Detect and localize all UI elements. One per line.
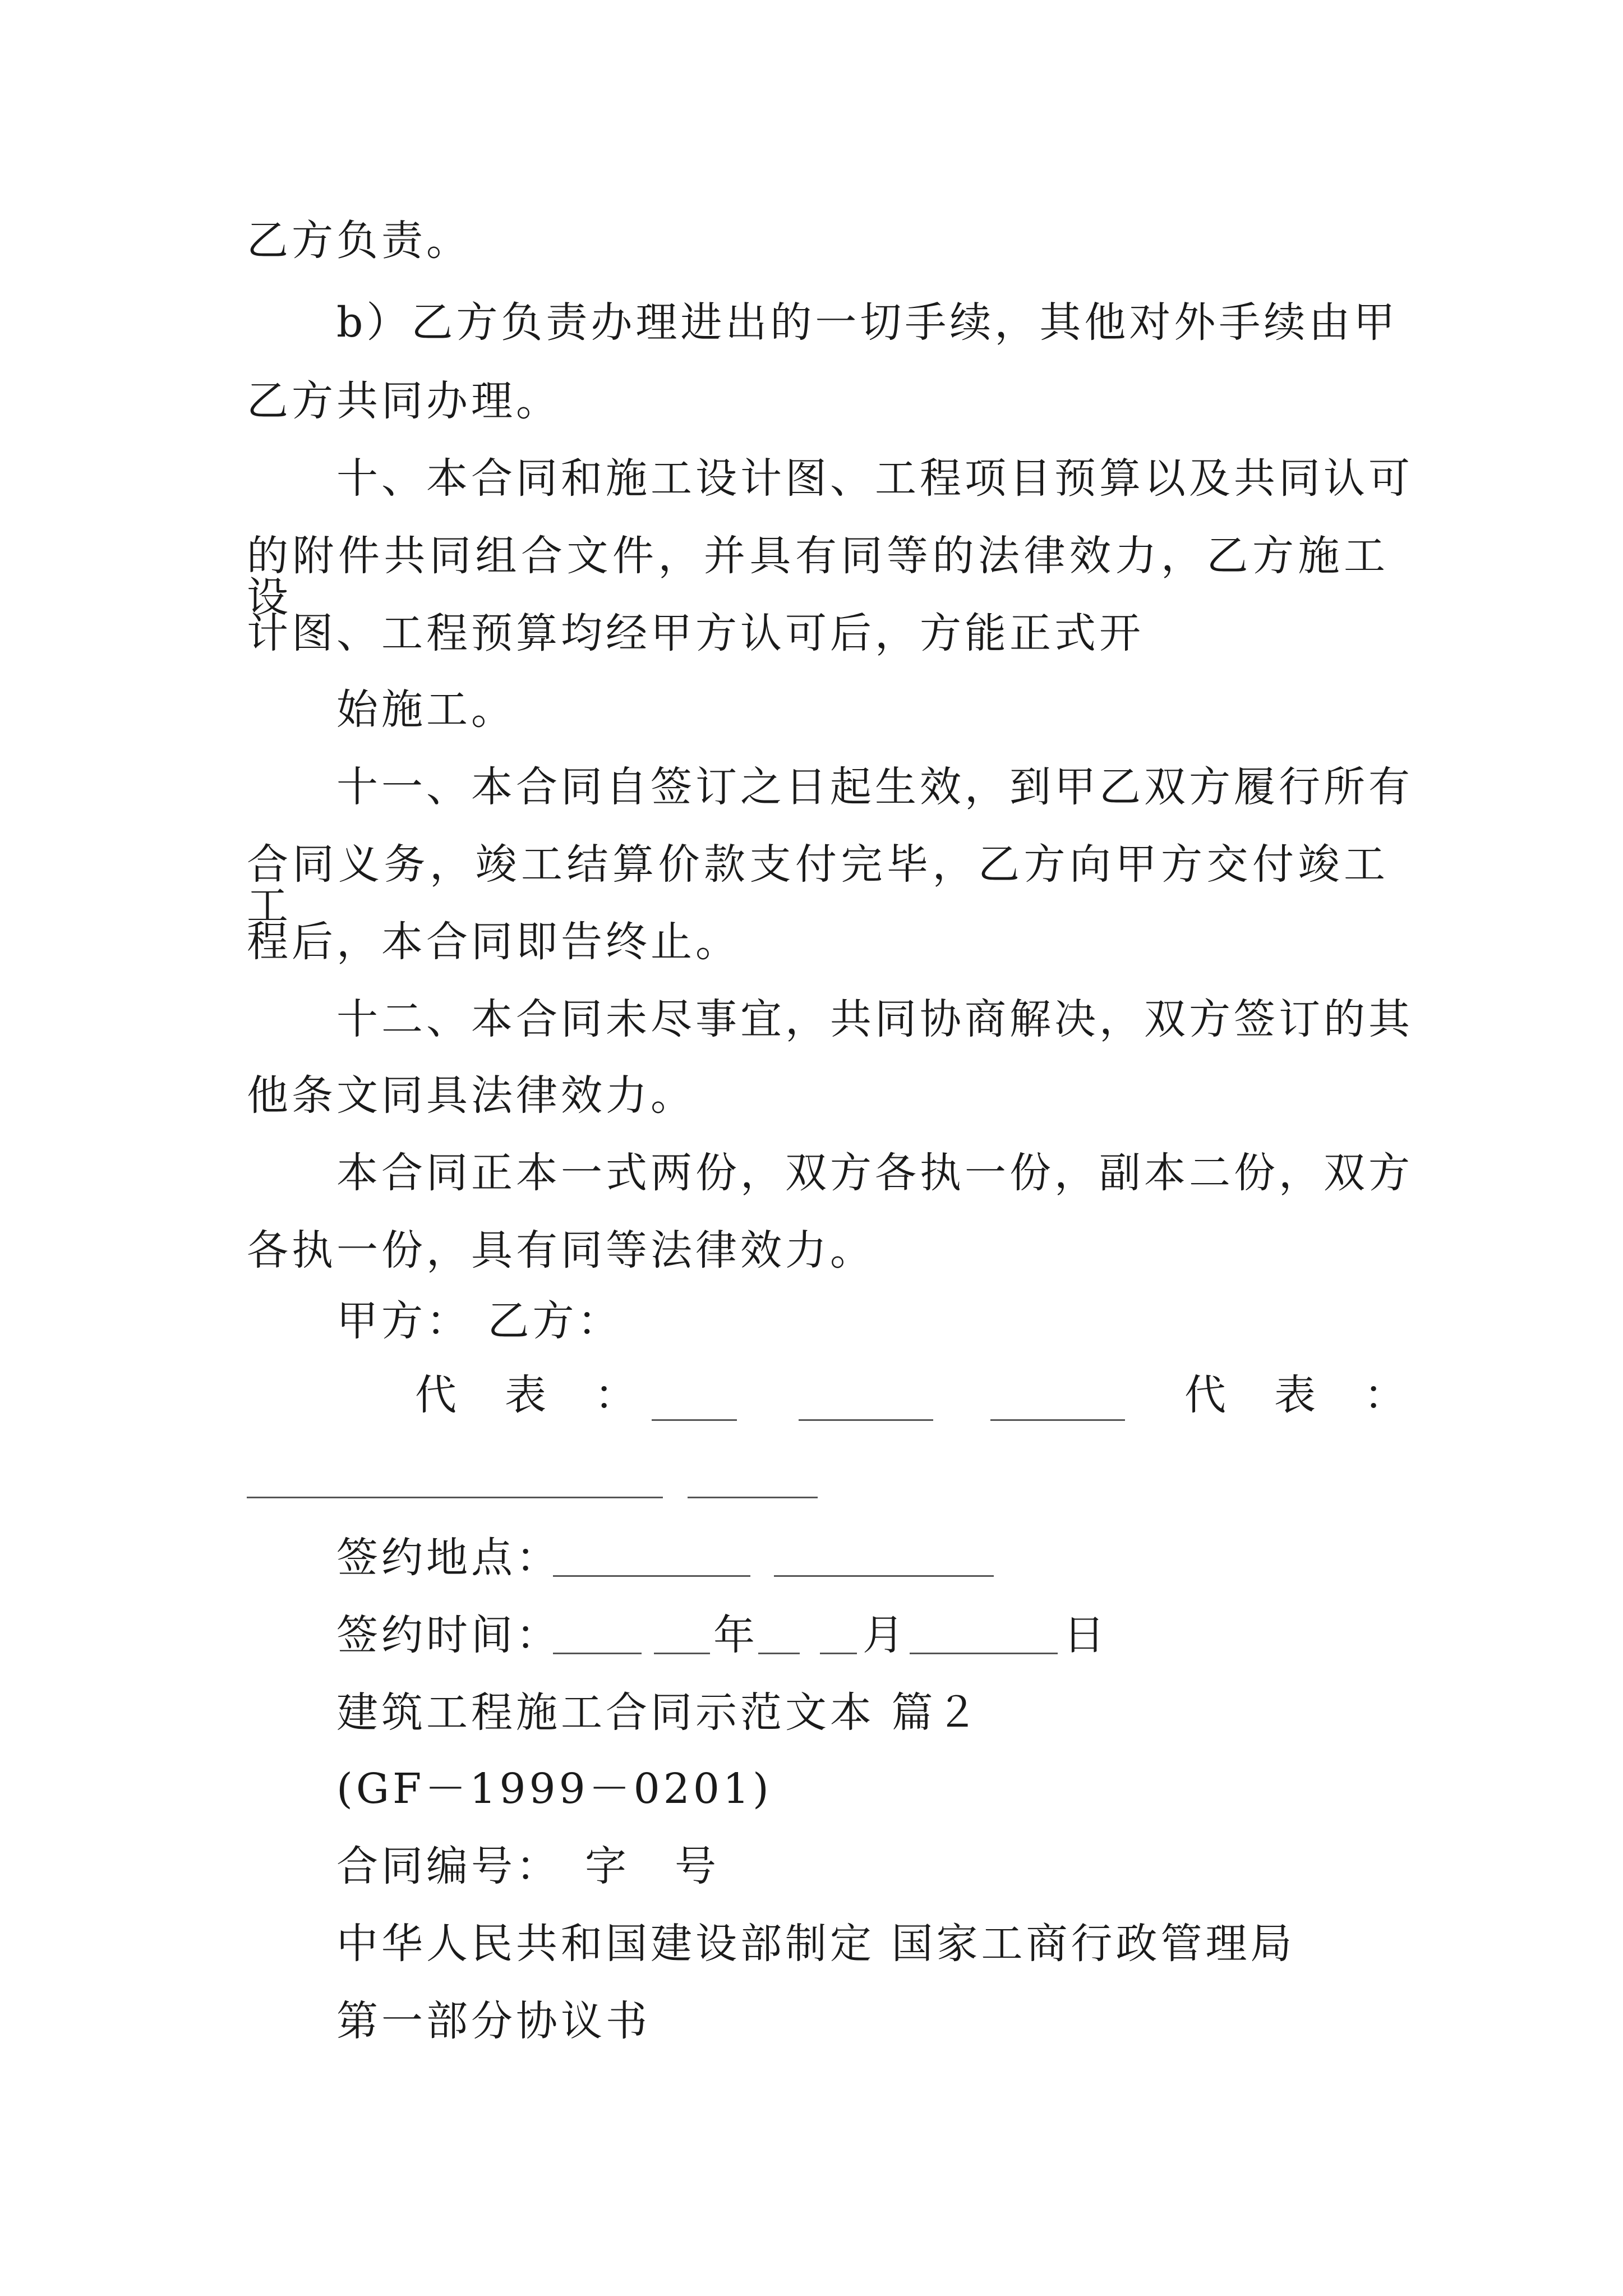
blank-line [654, 1653, 710, 1654]
paragraph-line: 各执一份，具有同等法律效力。 [247, 1226, 875, 1274]
contract-number: 合同编号： 字 号 [336, 1842, 720, 1890]
paragraph-line: 程后，本合同即告终止。 [247, 918, 740, 966]
blank-line [799, 1419, 933, 1421]
representative-label-left: 代 表 ： [415, 1371, 639, 1419]
paragraph-line: 合同义务，竣工结算价款支付完毕，乙方向甲方交付竣工工 [247, 840, 1389, 930]
year-label: 年 [713, 1611, 758, 1659]
paragraph-line: 乙方负责。 [247, 217, 471, 265]
paragraph-line: 他条文同具法律效力。 [247, 1071, 695, 1120]
blank-line [553, 1653, 642, 1654]
sign-place-label: 签约地点： [336, 1534, 561, 1582]
paragraph-line: 本合同正本一式两份，双方各执一份，副本二份，双方 [336, 1149, 1413, 1197]
paragraph-line: 十二、本合同未尽事宜，共同协商解决，双方签订的其 [336, 995, 1413, 1043]
paragraph-line: 十、本合同和施工设计图、工程项目预算以及共同认可 [336, 454, 1413, 503]
blank-line [774, 1575, 994, 1577]
blank-line [553, 1575, 750, 1577]
document-code: (GF－1999－0201) [336, 1765, 772, 1813]
paragraph-line: b）乙方负责办理进出的一切手续，其他对外手续由甲 [336, 298, 1399, 347]
blank-line [910, 1653, 1058, 1654]
paragraph-line: 乙方共同办理。 [247, 377, 561, 425]
blank-line [990, 1419, 1125, 1421]
blank-line [247, 1497, 663, 1498]
blank-line [758, 1653, 800, 1654]
sign-time-label: 签约时间： [336, 1611, 561, 1659]
blank-line [652, 1419, 737, 1421]
part-heading: 第一部分协议书 [336, 1997, 651, 2045]
month-label: 月 [863, 1611, 907, 1659]
section-title: 建筑工程施工合同示范文本 篇２ [336, 1688, 981, 1737]
representative-label-right: 代 表 ： [1184, 1371, 1409, 1419]
paragraph-line: 的附件共同组合文件，并具有同等的法律效力，乙方施工设 [247, 532, 1389, 622]
day-label: 日 [1063, 1611, 1108, 1659]
paragraph-line: 十一、本合同自签订之日起生效，到甲乙双方履行所有 [336, 763, 1413, 811]
blank-line [688, 1497, 818, 1498]
parties-line: 甲方： 乙方： [336, 1297, 623, 1345]
blank-line [820, 1653, 857, 1654]
paragraph-line: 始施工。 [336, 685, 516, 734]
issuing-authority: 中华人民共和国建设部制定 国家工商行政管理局 [336, 1920, 1295, 1968]
paragraph-line: 计图、工程预算均经甲方认可后，方能正式开 [247, 609, 1144, 657]
